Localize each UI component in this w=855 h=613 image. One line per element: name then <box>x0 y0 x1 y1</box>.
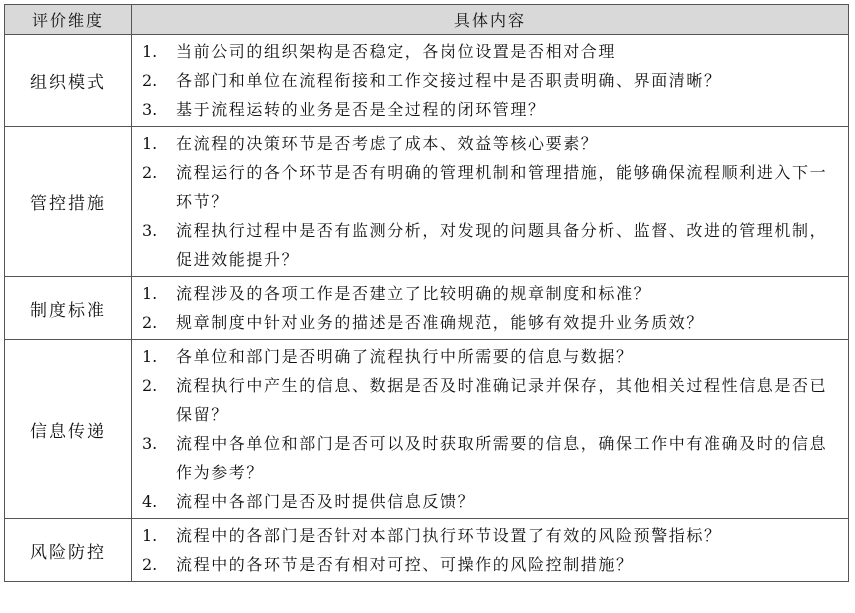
item-number: 3. <box>142 221 158 240</box>
header-row <box>5 5 849 35</box>
table-row <box>5 35 849 127</box>
item-number: 4. <box>142 492 158 511</box>
item-text: 流程涉及的各项工作是否建立了比较明确的规章制度和标准？ <box>176 284 652 303</box>
list-item <box>142 158 838 216</box>
item-number: 2. <box>142 376 158 395</box>
content-cell <box>132 127 849 277</box>
list-item <box>142 66 838 95</box>
item-text: 各部门和单位在流程衔接和工作交接过程中是否职责明确、界面清晰？ <box>176 71 722 90</box>
item-number: 3. <box>142 100 158 119</box>
item-number: 1. <box>142 526 158 545</box>
evaluation-table-container <box>4 4 849 582</box>
item-text: 流程中的各部门是否针对本部门执行环节设置了有效的风险预警指标？ <box>176 526 722 545</box>
header-dimension: 评价维度 <box>5 5 132 35</box>
list-item <box>142 129 838 158</box>
list-item <box>142 371 838 429</box>
item-number: 3. <box>142 434 158 453</box>
dimension-cell: 风险防控 <box>5 519 132 582</box>
list-item <box>142 521 838 550</box>
item-text: 在流程的决策环节是否考虑了成本、效益等核心要素？ <box>176 134 599 153</box>
list-item <box>142 308 838 337</box>
item-text: 流程运行的各个环节是否有明确的管理机制和管理措施，能够确保流程顺利进入下一环节？ <box>176 163 828 211</box>
content-cell <box>132 277 849 340</box>
list-item <box>142 429 838 487</box>
item-number: 1. <box>142 284 158 303</box>
list-item <box>142 279 838 308</box>
item-text: 当前公司的组织架构是否稳定，各岗位设置是否相对合理 <box>176 42 617 61</box>
list-item <box>142 487 838 516</box>
table-row <box>5 277 849 340</box>
item-text: 流程执行过程中是否有监测分析，对发现的问题具备分析、监督、改进的管理机制，促进效能提升？ <box>176 221 828 269</box>
dimension-cell: 管控措施 <box>5 127 132 277</box>
item-text: 各单位和部门是否明确了流程执行中所需要的信息与数据？ <box>176 347 634 366</box>
list-item <box>142 216 838 274</box>
evaluation-table <box>4 4 849 582</box>
content-cell <box>132 519 849 582</box>
item-text: 流程执行中产生的信息、数据是否及时准确记录并保存，其他相关过程性信息是否已保留？ <box>176 376 828 424</box>
item-text: 规章制度中针对业务的描述是否准确规范，能够有效提升业务质效？ <box>176 313 705 332</box>
table-row <box>5 519 849 582</box>
list-item <box>142 342 838 371</box>
content-cell <box>132 340 849 519</box>
item-number: 1. <box>142 347 158 366</box>
table-row <box>5 340 849 519</box>
item-text: 流程中的各环节是否有相对可控、可操作的风险控制措施？ <box>176 555 634 574</box>
table-row <box>5 127 849 277</box>
dimension-cell: 信息传递 <box>5 340 132 519</box>
dimension-cell: 制度标准 <box>5 277 132 340</box>
item-number: 2. <box>142 555 158 574</box>
list-item <box>142 37 838 66</box>
list-item <box>142 95 838 124</box>
list-item <box>142 550 838 579</box>
item-text: 基于流程运转的业务是否是全过程的闭环管理？ <box>176 100 546 119</box>
item-number: 1. <box>142 134 158 153</box>
dimension-cell: 组织模式 <box>5 35 132 127</box>
content-cell <box>132 35 849 127</box>
item-number: 2. <box>142 71 158 90</box>
item-number: 1. <box>142 42 158 61</box>
item-number: 2. <box>142 163 158 182</box>
item-number: 2. <box>142 313 158 332</box>
item-text: 流程中各部门是否及时提供信息反馈？ <box>176 492 476 511</box>
item-text: 流程中各单位和部门是否可以及时获取所需要的信息，确保工作中有准确及时的信息作为参考？ <box>176 434 828 482</box>
header-content: 具体内容 <box>132 5 849 35</box>
